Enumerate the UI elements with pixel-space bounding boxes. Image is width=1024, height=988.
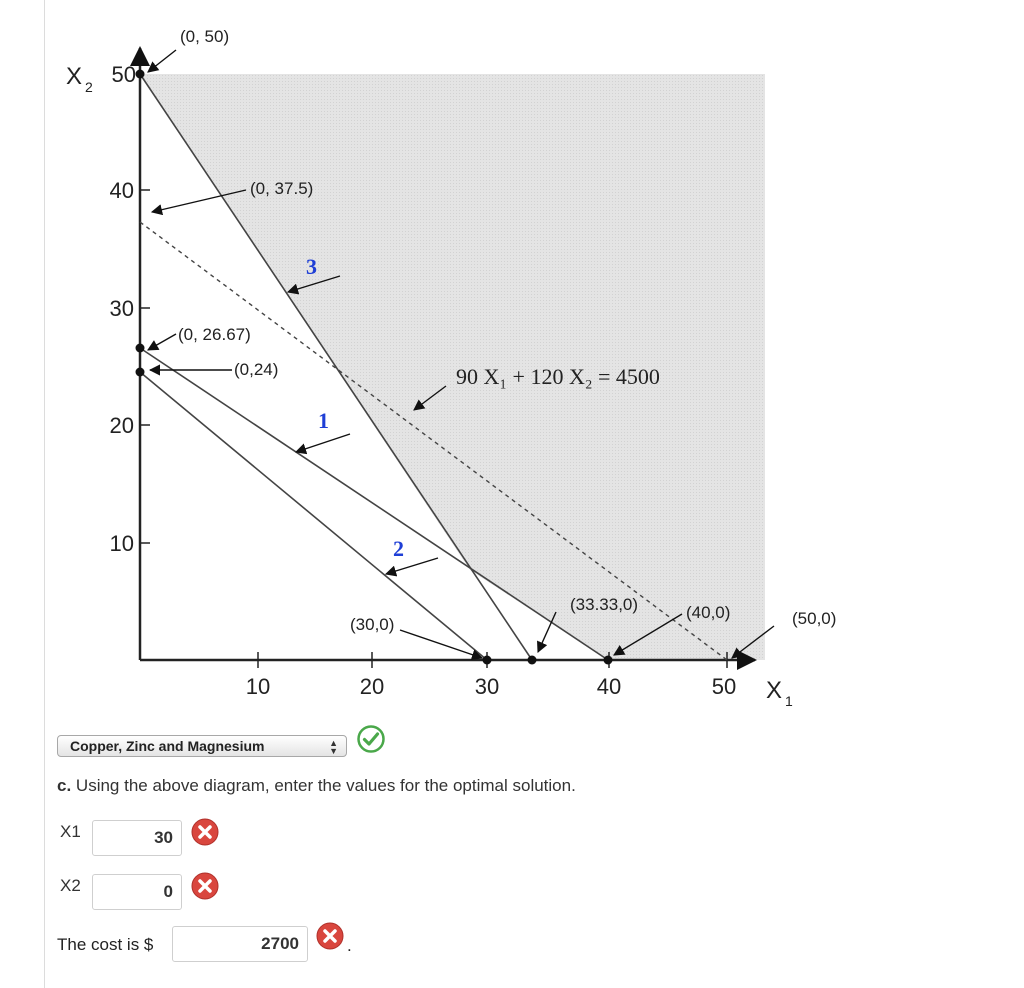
y-tick-label-40: 40: [109, 178, 134, 203]
arrow-30-0: [400, 630, 482, 658]
question-body: Using the above diagram, enter the values for the optimal solution.: [71, 776, 576, 795]
constraint-number-2: 2: [393, 536, 404, 561]
label-33-33-0: (33.33,0): [570, 595, 639, 614]
x-axis-label-subscript: 1: [785, 693, 793, 709]
x2-label: X2: [60, 876, 81, 895]
y-tick-label-50: 50: [111, 62, 136, 87]
trailing-period: .: [347, 936, 352, 955]
x1-input[interactable]: [92, 820, 182, 856]
x1-label: X1: [60, 822, 81, 841]
point-30-0: [483, 656, 492, 665]
arrow-constraint-1: [296, 434, 350, 452]
x-tick-label-20: 20: [359, 674, 385, 699]
green-check-icon: [356, 724, 386, 754]
point-33-33-0: [528, 656, 537, 665]
cost-input[interactable]: [172, 926, 308, 962]
point-0-24: [136, 368, 145, 377]
label-0-37-5: (0, 37.5): [250, 179, 314, 198]
x2-input[interactable]: [92, 874, 182, 910]
cost-label: The cost is $: [57, 935, 154, 954]
point-0-50: [136, 70, 145, 79]
y-axis-label-subscript: 2: [85, 79, 93, 95]
constraint-number-3: 3: [306, 254, 317, 279]
y-axis-label: X: [66, 63, 83, 90]
x2-incorrect-icon: [191, 872, 219, 900]
point-0-26-67: [136, 344, 145, 353]
constraint-number-1: 1: [318, 408, 329, 433]
isocost-equation: 90 X₁ + 120 X₂ = 4500: [456, 364, 660, 389]
x-tick-label-10: 10: [245, 674, 271, 699]
x-tick-label-50: 50: [711, 674, 737, 699]
label-50-0: (50,0): [792, 609, 837, 628]
y-tick-label-10: 10: [109, 531, 134, 556]
label-0-26-67: (0, 26.67): [178, 325, 251, 344]
cost-incorrect-icon: [316, 922, 344, 950]
label-30-0: (30,0): [350, 615, 395, 634]
point-40-0: [604, 656, 613, 665]
y-tick-label-20: 20: [109, 413, 134, 438]
x-tick-label-30: 30: [474, 674, 500, 699]
arrow-0-26-67: [148, 334, 176, 350]
label-0-24: (0,24): [234, 360, 279, 379]
arrow-0-50: [148, 50, 176, 72]
question-text: [57, 776, 576, 796]
metals-dropdown-value: Copper, Zinc and Magnesium: [70, 738, 265, 754]
dropdown-arrows-icon: ▲ ▼: [329, 738, 338, 756]
x-tick-label-40: 40: [596, 674, 622, 699]
question-letter: c.: [57, 776, 72, 795]
metals-dropdown[interactable]: [57, 735, 347, 757]
x1-incorrect-icon: [191, 818, 219, 846]
x-axis-label: X: [766, 677, 783, 704]
label-40-0: (40,0): [686, 603, 731, 622]
y-ticks: [140, 190, 150, 543]
label-0-50: (0, 50): [180, 27, 230, 46]
y-tick-label-30: 30: [109, 296, 134, 321]
